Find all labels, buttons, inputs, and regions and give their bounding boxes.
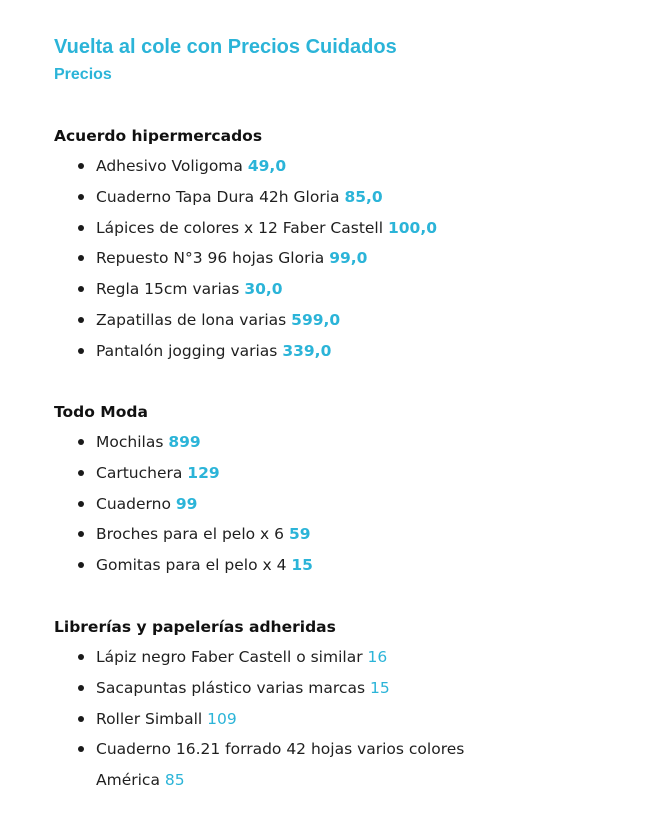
item-name: Pantalón jogging varias [96, 341, 278, 360]
item-name: Lápices de colores x 12 Faber Castell [96, 218, 384, 237]
item-price: 49,0 [247, 157, 287, 175]
bullet-icon [78, 685, 84, 691]
section-acuerdo-hipermercados [54, 121, 437, 367]
item-name: Sacapuntas plástico varias marcas [96, 678, 366, 697]
bullet-icon [78, 225, 84, 231]
price-list [54, 642, 464, 796]
bullet-icon [78, 286, 84, 292]
list-item [54, 336, 437, 367]
item-price: 30,0 [244, 280, 283, 299]
item-price: 99 [175, 494, 198, 513]
bullet-icon [78, 348, 84, 354]
list-item [54, 274, 437, 305]
item-price: 599,0 [291, 310, 341, 329]
item-price: 109 [207, 709, 237, 728]
list-item [54, 427, 313, 458]
list-item [54, 519, 313, 550]
bullet-icon [78, 439, 84, 445]
item-name: Repuesto N°3 96 hojas Gloria [96, 249, 325, 268]
list-item [54, 489, 313, 520]
item-name: Roller Simball [96, 709, 203, 728]
item-price: 15 [369, 678, 390, 697]
item-name: Adhesivo Voligoma [96, 157, 243, 175]
list-item [54, 734, 464, 796]
bullet-icon [78, 531, 84, 537]
list-item [54, 151, 437, 182]
item-name-continuation [96, 765, 464, 796]
item-name: Cuaderno 16.21 forrado 42 hojas varios colores [96, 740, 465, 759]
item-price: 100,0 [387, 218, 438, 237]
list-item [54, 243, 437, 274]
item-name: Mochilas [96, 433, 164, 451]
item-price: 99,0 [329, 249, 368, 268]
section-heading: Todo Moda [54, 403, 148, 421]
section-heading: Acuerdo hipermercados [54, 127, 263, 145]
bullet-icon [78, 562, 84, 568]
bullet-icon [78, 255, 84, 261]
bullet-icon [78, 746, 84, 752]
list-item [54, 550, 313, 581]
item-name: Broches para el pelo x 6 [96, 525, 284, 544]
item-name: Lápiz negro Faber Castell o similar [96, 648, 363, 666]
item-name: Cartuchera [96, 463, 183, 482]
list-item [54, 458, 313, 489]
item-name-cont: América [96, 771, 160, 790]
list-item [54, 213, 437, 244]
item-price: 899 [168, 433, 201, 451]
bullet-icon [78, 470, 84, 476]
bullet-icon [78, 501, 84, 507]
section-heading: Librerías y papelerías adheridas [54, 618, 336, 636]
bullet-icon [78, 163, 84, 169]
bullet-icon [78, 194, 84, 200]
list-item [54, 305, 437, 336]
item-name: Regla 15cm varias [96, 280, 240, 299]
document-subtitle: Precios [54, 66, 112, 83]
list-item [54, 673, 464, 704]
list-item [54, 642, 464, 673]
section-todo-moda [54, 397, 313, 581]
item-name: Zapatillas de lona varias [96, 310, 287, 329]
item-name: Cuaderno Tapa Dura 42h Gloria [96, 187, 340, 206]
bullet-icon [78, 716, 84, 722]
list-item [54, 182, 437, 213]
price-list [54, 151, 437, 367]
item-price: 339,0 [282, 341, 332, 360]
item-price: 85 [164, 771, 185, 790]
item-name: Cuaderno [96, 494, 171, 513]
item-name: Gomitas para el pelo x 4 [96, 556, 287, 575]
item-price: 15 [291, 556, 313, 575]
bullet-icon [78, 317, 84, 323]
item-price: 129 [187, 463, 220, 482]
list-item [54, 704, 464, 735]
item-price: 59 [288, 525, 311, 544]
bullet-icon [78, 654, 84, 660]
section-librerias-papelerias [54, 612, 464, 796]
document-title: Vuelta al cole con Precios Cuidados [54, 36, 397, 58]
item-price: 85,0 [344, 187, 383, 206]
item-price: 16 [367, 648, 388, 666]
price-list [54, 427, 313, 581]
